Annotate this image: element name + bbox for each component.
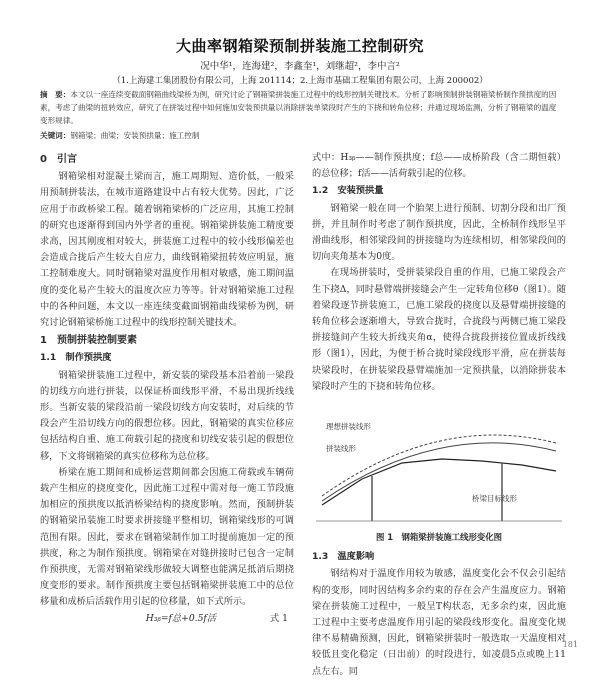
target-profile-line: [322, 443, 556, 504]
author-list: 况中华¹，连海建²，李鑫奎¹，刘继超²，李中言²: [200, 61, 400, 72]
fig-label-target: 桥梁目标线形: [472, 494, 517, 504]
section-heading-1: 1 预制拼装控制要素: [40, 335, 137, 347]
subsection-heading-1-2: 1.2 安装预拱量: [312, 185, 384, 197]
affiliation: （1.上海建工集团股份有限公司，上海 201114；2.上海市基础工程集团有限公司，上海 200002）: [112, 76, 488, 86]
figure-1: [312, 401, 566, 527]
equation-number: 式 1: [270, 612, 288, 624]
abstract-block: [40, 88, 560, 127]
figure-1-caption: 图 1 钢箱梁拼装施工线形变化图: [376, 532, 502, 543]
paragraph-1-2-a: 钢箱梁一般在同一个胎架上进行预制、切割分段和出厂预拼，并且制作时考虑了制作预拱度，因此，全桥制作线形呈平滑曲线形，相邻梁段间的拼接缝均为连续相切，相邻梁段间的切向夹角基本为0度。: [312, 202, 566, 263]
keywords-block: [40, 130, 560, 142]
paper-title: 大曲率钢箱梁预制拼装施工控制研究: [175, 37, 424, 55]
actual-profile-line: [322, 459, 556, 505]
subsection-heading-1-3: 1.3 温度影响: [312, 551, 375, 563]
paragraph-1-1-b: 桥梁在施工期间和成桥运营期间都会因施工荷载或车辆荷载产生相应的挠度变化，因此施工过程中需对每一施工节段施加相应的预拱度以抵消桥梁结构的挠度影响。然而，预制拼装的钢箱梁吊装施工时要求拼接缝平整相切，钢箱梁线形的可调范围有限。因此，要求在钢箱梁制作加工时提前施加一定的预拱度，称之为制作预拱度。钢箱梁在对缝拼接时已包含一定制作预拱度，无需对钢箱梁线形做较大调整也能满足抵消后期挠度变形的要求。制作预拱度主要包括钢箱梁拼装施工中的总位移量和成桥后活载作用引起的位移量，如下式所示。: [40, 466, 294, 608]
figure-1-diagram: [312, 401, 566, 527]
equation-1: [40, 611, 294, 627]
abstract-text: 本文以一座连续变截面钢箱曲线梁桥为例，研究讨论了钢箱梁拼装施工过程中的线形控制关键技术。分析了影响预制拼装钢箱梁桥制作预拱度的因素，考虑了曲梁的扭转效应，研究了在拼装过程中如何施加安装预拱量以消除拼装单梁段时产生的下挠和转角位移；并通过现场监测，分析了钢箱梁的温度变形规律。: [40, 90, 557, 125]
section-heading-intro: 0 引言: [40, 154, 77, 165]
formula-note: 式中：H₃ᵦ——制作预拱度；f总——成桥阶段（含二期恒载）的总位移；f活——活荷载引起的位移。: [312, 152, 566, 180]
paragraph-1-2-b: 在现场拼装时，受拼装梁段自重的作用，已施工梁段会产生下挠Δ，同时悬臂端拼接缝会产生一定转角位移θ（图1）。随着梁段逐节拼装施工，已施工梁段的挠度以及悬臂端拼接缝的转角位移会逐渐增大，导致合拢时，合拢段与两侧已施工梁段拼接缝间产生较大折线夹角α，使得合拢段拼接位置成折线线形（图1），因此，为便于桥合拢时梁段线形平滑，应在拼装每块梁段时，在拼装梁段悬臂端施加一定预拱量，以消除拼装本梁段时产生的下挠和转角位移。: [312, 267, 566, 392]
keywords-label: 关键词：: [40, 131, 71, 140]
left-column: [40, 150, 294, 627]
fig-label-ideal: 理想拼装线形: [326, 422, 371, 432]
equation-text: H₃ᵦ=f总+0.5f活: [145, 612, 217, 624]
abstract-label: 摘 要：: [40, 90, 71, 99]
paragraph-1-1-a: 钢箱梁拼装施工过程中，新安装的梁段基本沿着前一梁段的切线方向进行拼装，以保证桥面线形平滑，不易出现折线线形。当新安装的梁段沿前一梁段切线方向安装时，对后续的节段会产生沿切线方向的假想位移。因此，钢箱梁的真实位移应包括结构自重、施工荷载引起的挠度和切线安装引起的假想位移，下文将钢箱梁的真实位移称为总位移。: [40, 369, 294, 462]
page-number: 181: [562, 640, 578, 649]
keywords-text: 钢箱梁；曲梁；安装预拱量；施工控制: [70, 131, 200, 140]
fig-label-assembly: 拼装线形: [326, 444, 356, 454]
subsection-heading-1-1: 1.1 制作预拱度: [40, 352, 112, 364]
paragraph-1-3: 钢结构对于温度作用较为敏感，温度变化会不仅会引起结构的变形，同时因结构多余约束的存在会产生温度应力。钢箱梁在拼装施工过程中，一般呈T构状态，无多余约束，因此施工过程中主要考虑温度作用引起的梁段线形变化。温度变化规律不易精确预测，因此，钢箱梁拼装时一般选取一天温度相对较低且变化稳定（日出前）的时段进行，如凌晨5点或晚上11点左右。同: [312, 568, 566, 677]
right-column: [312, 150, 566, 680]
intro-paragraph: 钢箱梁相对混凝土梁而言，施工周期短、造价低，一般采用预制拼装法，在城市道路建设中占有较大优势。因此，广泛应用于市政桥梁工程。随着钢箱梁桥的广泛应用，其施工控制的研究也逐渐得到国内外学者的重视。钢箱梁拼装施工精度要求高，因其刚度相对较大，拼装施工过程中的较小线形偏差也会造成合拢后产生较大自应力，曲线钢箱梁扭转效应明显，施工控制难度大。同时钢箱梁对温度作用相对敏感，施工期间温度的变化易产生较大的温度次应力等等。针对钢箱梁施工过程中的各种问题，本文以一座连续变截面钢箱曲线梁桥为例，研究讨论钢箱梁桥施工过程中的线形控制关键技术。: [40, 171, 294, 329]
